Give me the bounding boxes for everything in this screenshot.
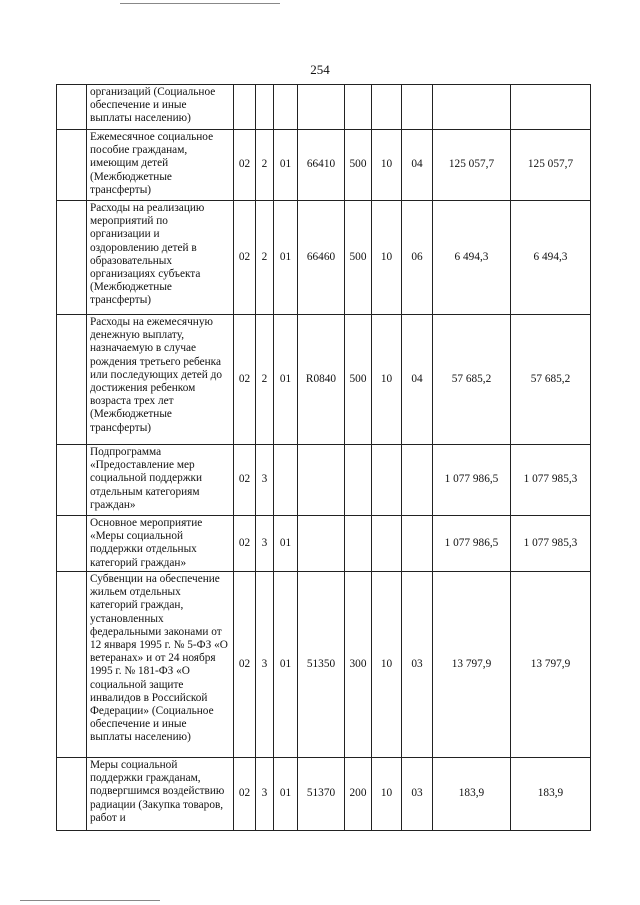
gp-cell: 02 xyxy=(234,130,256,201)
pp-cell: 2 xyxy=(256,201,274,315)
vr-cell xyxy=(345,445,372,516)
rz-cell xyxy=(372,516,402,572)
rz-cell xyxy=(372,445,402,516)
sum-1-cell: 125 057,7 xyxy=(433,130,511,201)
om-cell: 01 xyxy=(274,201,298,315)
sum-2-cell xyxy=(511,85,591,130)
blank-cell xyxy=(57,85,87,130)
vr-cell: 300 xyxy=(345,572,372,758)
table-row xyxy=(57,758,591,831)
expense-name: Меры социальной поддержки гражданам, подвергшимся воздействию радиации (Закупка товаров, работ и xyxy=(87,758,234,831)
expense-name: Подпрограмма «Предоставление мер социальной поддержки отдельным категориям граждан» xyxy=(87,445,234,516)
blank-cell xyxy=(57,445,87,516)
pr-cell: 04 xyxy=(402,130,433,201)
rz-cell: 10 xyxy=(372,758,402,831)
expense-name: Ежемесячное социальное пособие гражданам, имеющим детей (Межбюджетные трансферты) xyxy=(87,130,234,201)
gp-cell: 02 xyxy=(234,201,256,315)
pp-cell: 3 xyxy=(256,445,274,516)
blank-cell xyxy=(57,572,87,758)
vr-cell: 500 xyxy=(345,130,372,201)
sum-2-cell: 125 057,7 xyxy=(511,130,591,201)
sum-2-cell: 57 685,2 xyxy=(511,315,591,445)
blank-cell xyxy=(57,315,87,445)
blank-cell xyxy=(57,130,87,201)
pp-cell: 3 xyxy=(256,758,274,831)
om-cell: 01 xyxy=(274,572,298,758)
code-cell xyxy=(298,445,345,516)
table-row xyxy=(57,516,591,572)
rz-cell: 10 xyxy=(372,201,402,315)
table-row xyxy=(57,572,591,758)
pp-cell: 2 xyxy=(256,130,274,201)
blank-cell xyxy=(57,516,87,572)
sum-2-cell: 1 077 985,3 xyxy=(511,516,591,572)
scan-edge-bottom xyxy=(20,900,160,901)
table-row xyxy=(57,445,591,516)
vr-cell xyxy=(345,85,372,130)
page-number: 254 xyxy=(310,62,330,77)
gp-cell: 02 xyxy=(234,572,256,758)
expense-name: Основное мероприятие «Меры социальной поддержки отдельных категорий граждан» xyxy=(87,516,234,572)
sum-2-cell: 183,9 xyxy=(511,758,591,831)
gp-cell: 02 xyxy=(234,315,256,445)
rz-cell xyxy=(372,85,402,130)
sum-1-cell: 183,9 xyxy=(433,758,511,831)
sum-1-cell: 57 685,2 xyxy=(433,315,511,445)
om-cell: 01 xyxy=(274,758,298,831)
sum-2-cell: 1 077 985,3 xyxy=(511,445,591,516)
sum-2-cell: 13 797,9 xyxy=(511,572,591,758)
pr-cell xyxy=(402,85,433,130)
pr-cell: 06 xyxy=(402,201,433,315)
pr-cell: 03 xyxy=(402,572,433,758)
code-cell xyxy=(298,516,345,572)
om-cell: 01 xyxy=(274,130,298,201)
table-row xyxy=(57,130,591,201)
expense-name: Расходы на реализацию мероприятий по организации и оздоровлению детей в образовательных организациях субъекта (Межбюджетные трансферты) xyxy=(87,201,234,315)
expense-name: организаций (Социальное обеспечение и иные выплаты населению) xyxy=(87,85,234,130)
pp-cell xyxy=(256,85,274,130)
code-cell: 66410 xyxy=(298,130,345,201)
om-cell: 01 xyxy=(274,516,298,572)
om-cell xyxy=(274,85,298,130)
gp-cell: 02 xyxy=(234,445,256,516)
code-cell: 66460 xyxy=(298,201,345,315)
expense-name: Расходы на ежемесячную денежную выплату, назначаемую в случае рождения третьего ребенка или последующих детей до достижения ребенком возраста трех лет (Межбюджетные трансферты) xyxy=(87,315,234,445)
code-cell: R0840 xyxy=(298,315,345,445)
code-cell: 51350 xyxy=(298,572,345,758)
table-row xyxy=(57,315,591,445)
rz-cell: 10 xyxy=(372,130,402,201)
sum-1-cell: 1 077 986,5 xyxy=(433,516,511,572)
blank-cell xyxy=(57,758,87,831)
sum-1-cell: 13 797,9 xyxy=(433,572,511,758)
table-row xyxy=(57,85,591,130)
gp-cell xyxy=(234,85,256,130)
gp-cell: 02 xyxy=(234,516,256,572)
pp-cell: 2 xyxy=(256,315,274,445)
pr-cell xyxy=(402,516,433,572)
expense-name: Субвенции на обеспечение жильем отдельных категорий граждан, установленных федеральными законами от 12 января 1995 г. № 5-ФЗ «О ветеранах» и от 24 ноября 1995 г. № 181-ФЗ «О социальной защите инвалидов в Российской Федерации» (Социальное обеспечение и иные выплаты населению) xyxy=(87,572,234,758)
pr-cell xyxy=(402,445,433,516)
sum-2-cell: 6 494,3 xyxy=(511,201,591,315)
table-body xyxy=(57,85,591,831)
pp-cell: 3 xyxy=(256,516,274,572)
om-cell xyxy=(274,445,298,516)
rz-cell: 10 xyxy=(372,572,402,758)
pr-cell: 04 xyxy=(402,315,433,445)
table-row xyxy=(57,201,591,315)
pp-cell: 3 xyxy=(256,572,274,758)
gp-cell: 02 xyxy=(234,758,256,831)
sum-1-cell: 6 494,3 xyxy=(433,201,511,315)
pr-cell: 03 xyxy=(402,758,433,831)
sum-1-cell xyxy=(433,85,511,130)
budget-table xyxy=(56,84,591,831)
vr-cell xyxy=(345,516,372,572)
sum-1-cell: 1 077 986,5 xyxy=(433,445,511,516)
code-cell xyxy=(298,85,345,130)
rz-cell: 10 xyxy=(372,315,402,445)
code-cell: 51370 xyxy=(298,758,345,831)
vr-cell: 200 xyxy=(345,758,372,831)
blank-cell xyxy=(57,201,87,315)
vr-cell: 500 xyxy=(345,315,372,445)
vr-cell: 500 xyxy=(345,201,372,315)
scan-edge-top xyxy=(120,3,280,4)
om-cell: 01 xyxy=(274,315,298,445)
